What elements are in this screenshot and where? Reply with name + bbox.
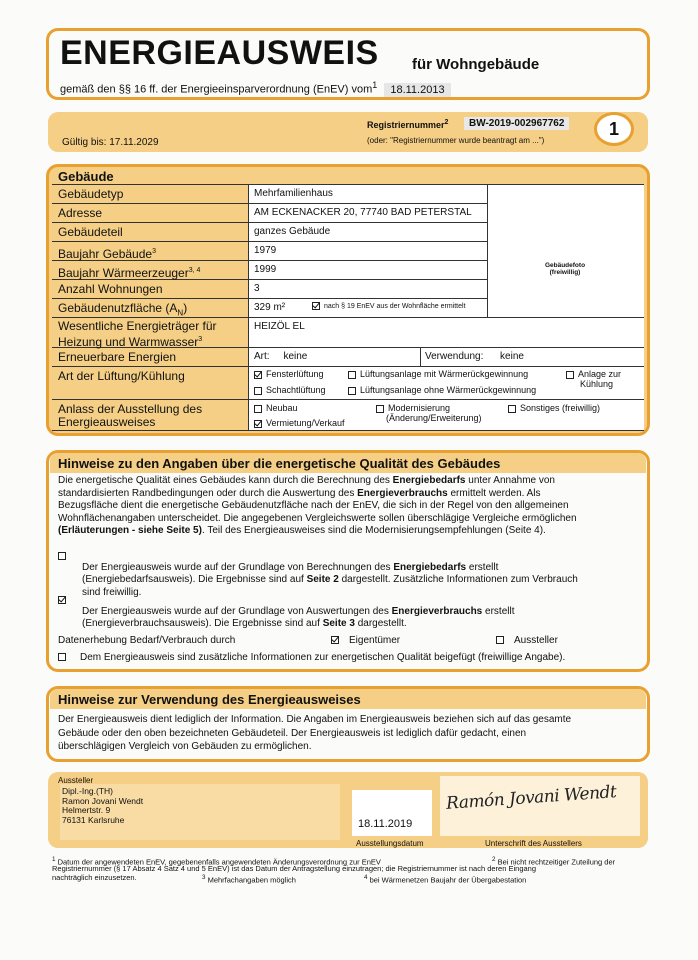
- occasion-other-checkbox[interactable]: [508, 405, 516, 413]
- label-construction-year: Baujahr Gebäude$^3$: [58, 247, 156, 261]
- value-usable-area: 329 m²: [254, 302, 286, 313]
- occasion-modernization-checkbox[interactable]: [376, 405, 384, 413]
- occasion-new-building-checkbox[interactable]: [254, 405, 262, 413]
- building-photo-placeholder: Gebäudefoto (freiwillig): [544, 262, 586, 276]
- valid-until: Gültig bis: 17.11.2029: [62, 137, 159, 148]
- registration-number: BW-2019-002967762: [464, 117, 569, 130]
- page-number-badge: 1: [594, 112, 634, 146]
- issuer-checkbox[interactable]: [496, 636, 504, 644]
- ventilation-cooling: Anlage zur Kühlung: [566, 369, 621, 389]
- ventilation-window-checkbox[interactable]: [254, 371, 262, 379]
- label-heater-year: Baujahr Wärmeerzeuger$^{3, 4}$: [58, 266, 201, 280]
- label-building-type: Gebäudetyp: [58, 187, 124, 201]
- ventilation-window: Fensterlüftung: [254, 369, 324, 379]
- value-construction-year: 1979: [254, 245, 277, 256]
- issue-date-label: Ausstellungsdatum: [356, 839, 424, 848]
- option-consumption-certificate: Der Energieausweis wurde auf der Grundlage von Auswertungen des Energieverbrauchs erstellt (Energieverbrauchsausweis). Die Ergebnisse sind auf Seite 3 dargestellt.: [58, 593, 638, 631]
- label-renewables: Erneuerbare Energien: [58, 350, 177, 364]
- additional-info-checkbox[interactable]: [58, 653, 66, 661]
- label-building-part: Gebäudeteil: [58, 225, 123, 239]
- area-method-checkbox[interactable]: [312, 302, 320, 310]
- additional-info-option: Dem Energieausweis sind zusätzliche Informationen zur energetischen Qualität beigefügt (freiwillige Angabe).: [58, 652, 565, 663]
- value-renewables-use: Verwendung: keine: [425, 351, 524, 362]
- label-energy-carriers: Wesentliche Energieträger für Heizung und Warmwasser$^3$: [58, 319, 217, 349]
- document-title: ENERGIEAUSWEIS: [60, 34, 379, 72]
- value-renewables-type: Art: keine: [254, 351, 308, 362]
- notes-paragraph: Die energetische Qualität eines Gebäudes kann durch die Berechnung des Energiebedarfs unter Annahme von standardisierten Randbedingungen oder durch die Auswertung des Energieverbrauchs ermittelt werden. Als Bezugsfläche dient die energetische Gebäudenutzfläche nach der EnEV, die sich in der Regel von den allgemeinen Wohnflächenangaben unterscheidet. Die angegebenen Vergleichswerte sollen überschlägige Vergleiche ermöglichen (Erläuterungen - siehe Seite 5). Teil des Energieausweises sind die Modernisierungsempfehlungen (Seite 4).: [58, 475, 577, 537]
- occasion-other: Sonstiges (freiwillig): [508, 403, 600, 413]
- value-address: AM ECKENACKER 20, 77740 BAD PETERSTAL: [254, 207, 472, 218]
- label-address: Adresse: [58, 206, 103, 220]
- ventilation-heat-recovery-checkbox[interactable]: [348, 371, 356, 379]
- occasion-new-building: Neubau: [254, 403, 298, 413]
- ventilation-no-recovery-checkbox[interactable]: [348, 387, 356, 395]
- ventilation-no-recovery: Lüftungsanlage ohne Wärmerückgewinnung: [348, 385, 536, 395]
- occasion-rent-sale-checkbox[interactable]: [254, 420, 262, 428]
- registration-note: (oder: "Registriernummer wurde beantragt am ..."): [367, 136, 545, 145]
- label-apartments: Anzahl Wohnungen: [58, 282, 163, 296]
- document-subtitle: für Wohngebäude: [412, 56, 540, 73]
- label-usable-area: Gebäudenutzfläche $(A_N)$: [58, 301, 188, 318]
- ventilation-shaft-checkbox[interactable]: [254, 387, 262, 395]
- signature-label: Unterschrift des Ausstellers: [485, 839, 582, 848]
- value-heater-year: 1999: [254, 264, 277, 275]
- label-ventilation: Art der Lüftung/Kühlung: [58, 369, 185, 383]
- value-building-part: ganzes Gebäude: [254, 226, 331, 237]
- data-collection-owner: Eigentümer: [331, 635, 400, 646]
- value-apartments: 3: [254, 283, 260, 294]
- option-consumption-checkbox[interactable]: [58, 596, 66, 604]
- occasion-modernization: Modernisierung (Änderung/Erweiterung): [376, 403, 482, 423]
- occasion-rent-sale: Vermietung/Verkauf: [254, 418, 345, 428]
- law-reference: gemäß den §§ 16 ff. der Energieeinsparverordnung (EnEV) vom$^1$ 18.11.2013: [60, 80, 451, 96]
- issuer-label: Aussteller: [58, 776, 94, 785]
- data-collection-issuer: Aussteller: [496, 635, 558, 646]
- area-method-note: nach § 19 EnEV aus der Wohnfläche ermittelt: [312, 302, 466, 310]
- option-demand-checkbox[interactable]: [58, 552, 66, 560]
- value-energy-carriers: HEIZÖL EL: [254, 321, 305, 332]
- law-date: 18.11.2013: [384, 83, 450, 97]
- usage-title: Hinweise zur Verwendung des Energieausweises: [58, 692, 361, 707]
- option-demand-certificate: Der Energieausweis wurde auf der Grundlage von Berechnungen des Energiebedarfs erstellt (Energiebedarfsausweis). Die Ergebnisse sind auf Seite 2 dargestellt. Zusätzliche Informationen zum Verbrauch sind freiwillig.: [58, 549, 638, 599]
- data-collection-label: Datenerhebung Bedarf/Verbrauch durch: [58, 635, 236, 646]
- notes-title: Hinweise zu den Angaben über die energetische Qualität des Gebäudes: [58, 456, 501, 471]
- ventilation-heat-recovery: Lüftungsanlage mit Wärmerückgewinnung: [348, 369, 528, 379]
- issuer-address: Dipl.-Ing.(TH) Ramon Jovani Wendt Helmertstr. 9 76131 Karlsruhe: [62, 786, 144, 825]
- issue-date: 18.11.2019: [358, 818, 413, 830]
- registration-label: Registriernummer$^2$: [367, 119, 449, 130]
- ventilation-cooling-checkbox[interactable]: [566, 371, 574, 379]
- value-building-type: Mehrfamilienhaus: [254, 188, 333, 199]
- usage-text: Der Energieausweis dient lediglich der Information. Die Angaben im Energieausweis beziehen sich auf das gesamte Gebäude oder den oben bezeichneten Gebäudeteil. Der Energieausweis ist lediglich dafür gedacht, einen überschlägigen Vergleich von Gebäuden zu ermöglichen.: [58, 714, 572, 752]
- building-section-title: Gebäude: [58, 169, 114, 184]
- label-occasion: Anlass der Ausstellung des Energieausweises: [58, 402, 203, 429]
- signature: Ramón Jovani Wendt: [445, 782, 617, 814]
- owner-checkbox[interactable]: [331, 636, 339, 644]
- ventilation-shaft: Schachtlüftung: [254, 385, 326, 395]
